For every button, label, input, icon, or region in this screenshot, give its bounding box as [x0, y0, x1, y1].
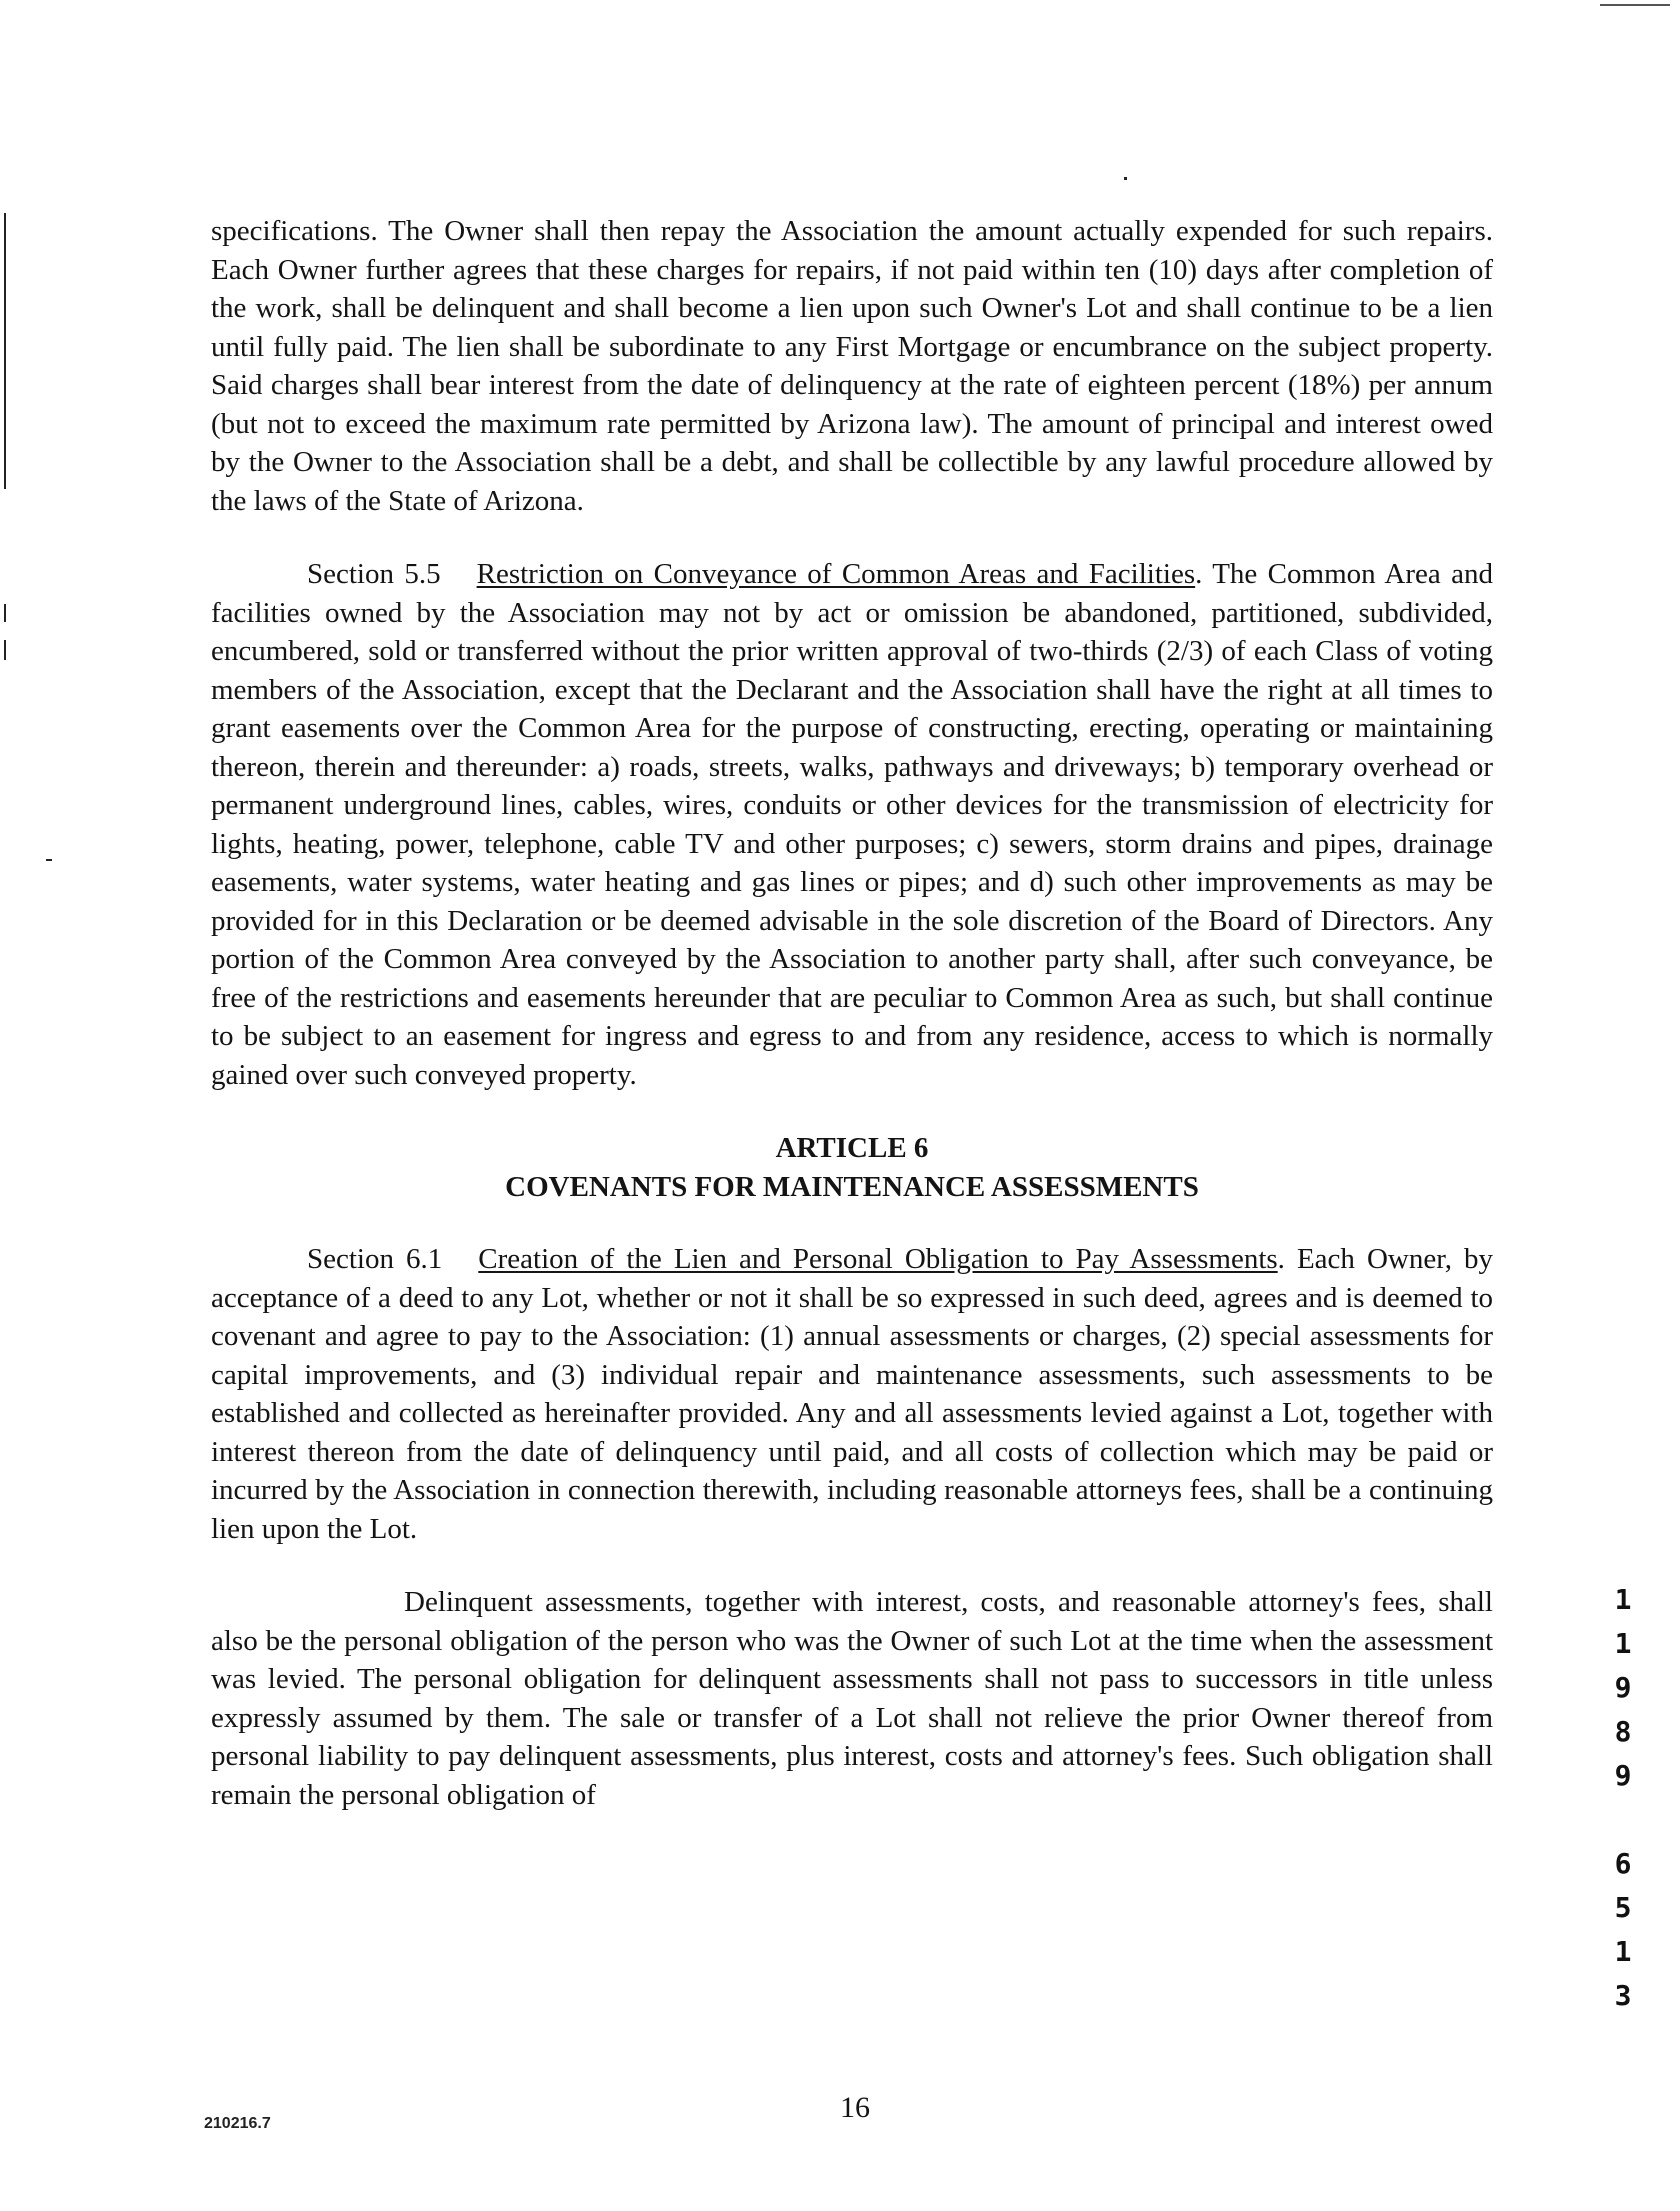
stamp-digit: 1 — [1614, 1627, 1632, 1660]
section-body: . The Common Area and facilities owned by the Association may not by act or omission be abandoned, partitioned, subdivided, encumbered, sold or transferred without the prior written approval of two-thirds (2/3) of each Class of voting members of the Association, except that the Declarant and the Association shall have the right at all times to grant easements over the Common Area for the purpose of constructing, erecting, operating or maintaining thereon, therein and thereunder: a) roads, streets, walks, pathways and driveways; b) temporary overhead or permanent underground lines, cables, wires, conduits or other devices for the transmission of electricity for lights, heating, power, telephone, cable TV and other purposes; c) sewers, storm drains and pipes, drainage easements, water systems, water heating and gas lines or pipes; and d) such other improvements as may be provided for in this Declaration or be deemed advisable in the sole discretion of the Board of Directors. Any portion of the Common Area conveyed by the Association to another party shall, after such conveyance, be free of the restrictions and easements hereunder that are peculiar to Common Area as such, but shall continue to be subject to an easement for ingress and egress to and from any residence, access to which is normally gained over such conveyed property. — [211, 558, 1493, 1091]
document-body — [211, 212, 1493, 1814]
continuation-paragraph: specifications. The Owner shall then repay the Association the amount actually expended for such repairs. Each Owner further agrees that these charges for repairs, if not paid within ten (10) days after completion of the work, shall be delinquent and shall become a lien upon such Owner's Lot and shall continue to be a lien until fully paid. The lien shall be subordinate to any First Mortgage or encumbrance on the subject property. Said charges shall bear interest from the date of delinquency at the rate of eighteen percent (18%) per annum (but not to exceed the maximum rate permitted by Arizona law). The amount of principal and interest owed by the Owner to the Association shall be a debt, and shall be collectible by any lawful procedure allowed by the laws of the State of Arizona. — [211, 215, 1493, 517]
scan-margin-mark — [46, 859, 52, 861]
scan-margin-mark — [4, 213, 6, 489]
scan-margin-mark — [4, 640, 6, 660]
scan-margin-mark — [4, 604, 6, 622]
section-title: Restriction on Conveyance of Common Areas and Facilities — [476, 558, 1196, 590]
recording-number-stamp — [1608, 1578, 1638, 2018]
stamp-digit: 3 — [1614, 1979, 1632, 2012]
section-number: Section 6.1 — [307, 1243, 443, 1275]
page-number: 16 — [840, 2091, 870, 2124]
stamp-digit: 9 — [1614, 1671, 1632, 1704]
stamp-digit: 5 — [1614, 1891, 1632, 1924]
scan-edge-mark — [1600, 4, 1670, 6]
section-6-1-paragraph — [211, 1240, 1493, 1548]
section-body: . Each Owner, by acceptance of a deed to any Lot, whether or not it shall be so expressed in such deed, agrees and is deemed to covenant and agree to pay to the Association: (1) annual assessments or charges, (2) special assessments for capital improvements, and (3) individual repair and maintenance assessments, such assessments to be established and collected as hereinafter provided. Any and all assessments levied against a Lot, together with interest thereon from the date of delinquency until paid, and all costs of collection which may be paid or incurred by the Association in connection therewith, including reasonable attorneys fees, shall be a continuing lien upon the Lot. — [211, 1243, 1493, 1545]
scan-speck — [1124, 177, 1127, 180]
section-5-5-paragraph — [211, 555, 1493, 1094]
stamp-gap — [1608, 1798, 1638, 1842]
stamp-digit: 1 — [1614, 1583, 1632, 1616]
delinquent-assessments-paragraph: Delinquent assessments, together with interest, costs, and reasonable attorney's fees, shall also be the personal obligation of the person who was the Owner of such Lot at the time when the assessment was levied. The personal obligation for delinquent assessments shall not pass to successors in title unless expressly assumed by them. The sale or transfer of a Lot shall not relieve the prior Owner thereof from personal liability to pay delinquent assessments, plus interest, costs and attorney's fees. Such obligation shall remain the personal obligation of — [211, 1586, 1493, 1811]
section-number: Section 5.5 — [307, 558, 441, 590]
stamp-digit: 1 — [1614, 1935, 1632, 1968]
article-title: COVENANTS FOR MAINTENANCE ASSESSMENTS — [505, 1170, 1199, 1203]
stamp-digit: 9 — [1614, 1759, 1632, 1792]
stamp-digit: 8 — [1614, 1715, 1632, 1748]
article-heading — [211, 1129, 1493, 1206]
article-number: ARTICLE 6 — [775, 1132, 929, 1164]
document-footer-id: 210216.7 — [204, 2115, 271, 2132]
stamp-digit: 6 — [1614, 1847, 1632, 1880]
section-title: Creation of the Lien and Personal Obligation to Pay Assessments — [478, 1243, 1278, 1275]
